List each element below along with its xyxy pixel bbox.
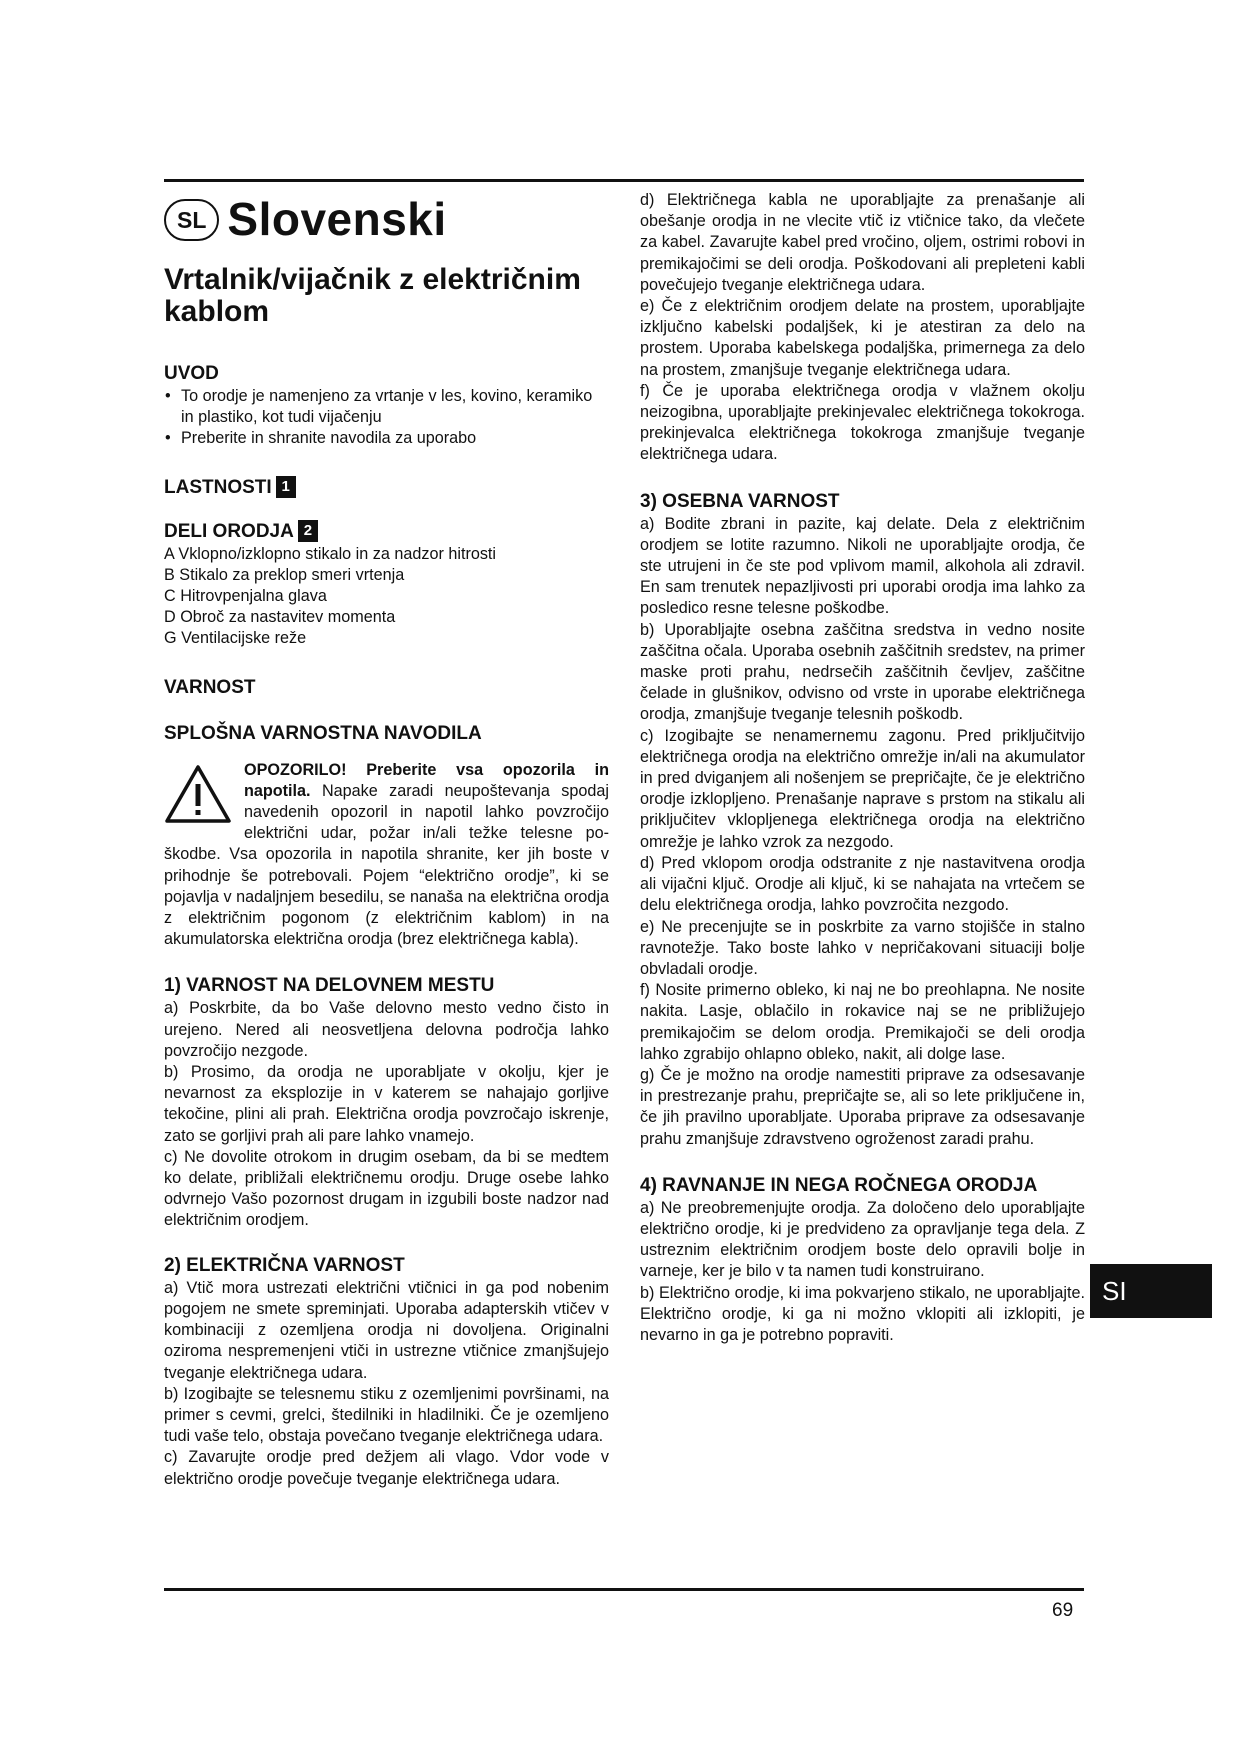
features-heading-text: LASTNOSTI xyxy=(164,476,272,498)
page-number: 69 xyxy=(1052,1600,1074,1621)
paragraph: f) Če je uporaba električnega orodja v vlažnem okolju neizogibna, uporabljajte prekinjevalec električnega tokokroga. prekinjevalca električnega tokokroga zmanjšuje tveganje električnega udara. xyxy=(640,381,1085,464)
list-item: A Vklopno/izklopno stikalo in za nadzor hitrosti xyxy=(164,544,497,563)
document-title: Vrtalnik/vijačnik z električnim kablom xyxy=(164,263,581,328)
warning-triangle-icon xyxy=(164,764,232,824)
list-item: G Ventilacijske reže xyxy=(164,629,307,648)
general-safety-heading: SPLOŠNA VARNOSTNA NAVODILA xyxy=(164,722,482,744)
paragraph: b) Izogibajte se telesnemu stiku z ozemljenimi površinami, na primer s cevmi, grelci, štedilniki in hladilniki. Če je ozemljeno tudi vaše telo, obstaja povečano tveganje električnega udara. xyxy=(164,1384,609,1446)
list-item: C Hitrovpenjalna glava xyxy=(164,587,327,606)
figure-1-badge: 1 xyxy=(276,476,296,498)
bottom-rule xyxy=(164,1588,1084,1591)
parts-list xyxy=(164,544,609,650)
warning-body: Napake zaradi neupoštevanja spodaj navedenih opozoril in napotil lahko povzročijo električni udar, požar in/ali težke telesne poškodbe. Vsa opozorila in napotila shranite, ker jih boste v prihodnje še potrebovali. Pojem “električno orodje”, ki se pojavlja v nadaljnjem besedilu, se nanaša na električna orodja z električnim pogonom (z električnim kablom) in na akumulatorska električna orodja (brez električnega kabla). xyxy=(164,781,609,949)
paragraph: f) Nosite primerno obleko, ki naj ne bo preohlapna. Ne nosite nakita. Lasje, oblačilo in rokavice naj se ne približujejo premikajočim se delom orodja. Premikajoči se deli orodja lahko zgrabijo ohlapno obleko, nakit, ali dolge lase. xyxy=(640,981,1085,1063)
language-name: Slovenski xyxy=(227,193,447,246)
paragraph: b) Električno orodje, ki ima pokvarjeno stikalo, ne uporabljajte. Električno orodje, ki ga ni možno vklopiti ali izklopiti, je nevarno in ga je potrebno popraviti. xyxy=(640,1283,1085,1344)
paragraph: e) Če z električnim orodjem delate na prostem, uporabljajte izključno kabelski podaljšek, ki je atestiran za delo na prostem. Uporaba kabelskega podaljška, primernega za delo na prostem, zmanjšuje tveganje električnega udara. xyxy=(640,297,1085,379)
parts-heading-text: DELI ORODJA xyxy=(164,520,294,542)
personal-safety-heading: 3) OSEBNA VARNOST xyxy=(640,490,840,512)
paragraph: e) Ne precenjujte se in poskrbite za varno stojišče in stalno ravnotežje. Tako boste lahko v nepričakovani situaciji bolje obvladali orodje. xyxy=(640,917,1085,978)
figure-2-badge: 2 xyxy=(298,520,318,542)
list-item: D Obroč za nastavitev momenta xyxy=(164,608,396,627)
paragraph: b) Prosimo, da orodja ne uporabljate v okolju, kjer je nevarnost za eksplozije in v katerem se nahajajo gorljive tekočine, plini ali prah. Električna orodja povzročajo iskrenje, zato se gorljivi prah ali pare lahko vnamejo. xyxy=(164,1063,609,1145)
paragraph: d) Električnega kabla ne uporabljajte za prenašanje ali obešanje orodja in ne vlecite vtič iz vtičnice tako, da vlečete za kabel. Zavarujte kabel pred vročino, oljem, ostrimi robovi in premikajočimi se deli orodja. Poškodovani ali prepleteni kabli povečujejo tveganje električnega udara. xyxy=(640,191,1085,294)
paragraph: a) Vtič mora ustrezati električni vtičnici in ga pod nobenim pogojem ne smete spreminjati. Uporaba adapterskih vtičev v kombinaciji z ozemljena orodja ni dovoljena. Originalni oziroma nespremenjeni vtiči in ustrezne vtičnice zmanjšujejo tveganje električnega udara. xyxy=(164,1278,609,1382)
top-rule xyxy=(164,179,1084,182)
list-item: • Preberite in shranite navodila za uporabo xyxy=(164,428,609,449)
personal-safety-section xyxy=(640,490,1085,1150)
language-side-tab: SI xyxy=(1090,1264,1212,1318)
features-heading xyxy=(164,476,609,500)
features-section xyxy=(164,476,609,500)
safety-heading: VARNOST xyxy=(164,676,256,698)
paragraph: a) Ne preobremenjujte orodja. Za določeno delo uporabljajte električno orodje, ki je predvideno za opravljanje tega dela. Z ustreznim električnim orodjem boste delo opravili bolje in varneje, ker je bilo v ta namen tudi konstruirano. xyxy=(640,1198,1085,1281)
list-item: • To orodje je namenjeno za vrtanje v les, kovino, keramiko in plastiko, kot tudi vijačenju xyxy=(164,386,609,428)
work-area-heading: 1) VARNOST NA DELOVNEM MESTU xyxy=(164,975,495,997)
intro-heading: UVOD xyxy=(164,363,219,384)
intro-section xyxy=(164,362,609,450)
paragraph: a) Poskrbite, da bo Vaše delovno mesto vedno čisto in urejeno. Nered ali neosvetljena delovna področja lahko povzročijo nezgode. xyxy=(164,999,609,1060)
parts-section xyxy=(164,520,609,650)
safety-section xyxy=(164,676,609,951)
warning-block xyxy=(164,760,609,951)
handling-heading: 4) RAVNANJE IN NEGA ROČNEGA ORODJA xyxy=(640,1174,1038,1196)
warning-lead: OPOZORILO! Preberite vsa opozorila in napotila. xyxy=(244,760,609,800)
intro-list xyxy=(164,386,609,450)
paragraph: d) Pred vklopom orodja odstranite z nje nastavitvena orodja ali vijačni ključ. Orodje ali ključ, ki se nahajata na vrtečem se delu električnega orodja, lahko povzročita nezgodo. xyxy=(640,853,1085,915)
parts-heading xyxy=(164,520,609,544)
list-item: B Stikalo za preklop smeri vrtenja xyxy=(164,565,405,584)
right-column xyxy=(640,190,1085,1346)
left-column xyxy=(164,190,609,1490)
electrical-section xyxy=(164,1254,609,1490)
handling-section xyxy=(640,1174,1085,1346)
paragraph: a) Bodite zbrani in pazite, kaj delate. Dela z električnim orodjem se lotite razumno. Nikoli ne uporabljajte orodja, če ste utrujeni in če ste pod vplivom mamil, alkohola ali zdravil. En sam trenutek nepazljivosti pri uporabi orodja ima lahko za posledico resne telesne poškodbe. xyxy=(640,514,1085,618)
paragraph: c) Izogibajte se nenamernemu zagonu. Pred priključitvijo električnega orodja na električno omrežje in/ali na akumulator in pred dviganjem ali nošenjem se prepričajte, če je električno orodje izklopljeno. Prenašanje naprave s prstom na stikalu ali priključitev vklopljenega električnega orodja na električno omrežje je lahko vzrok za nezgodo. xyxy=(640,726,1085,851)
language-logo xyxy=(164,190,609,250)
electrical-heading: 2) ELEKTRIČNA VARNOST xyxy=(164,1254,405,1276)
paragraph: c) Ne dovolite otrokom in drugim osebam, da bi se medtem ko delate, približali električnemu orodju. Druge osebe lahko odvrnejo Vašo pozornost drugam in izgubili boste nadzor nad električnim orodjem. xyxy=(164,1147,609,1230)
paragraph: b) Uporabljajte osebna zaščitna sredstva in vedno nosite zaščitna očala. Uporaba osebnih zaščitnih sredstev, na primer maske proti prahu, nedrsečih zaščitnih čevljev, zaščitne čelade in glušnikov, odvisno od vrste in uporabe električnega orodja, zmanjšuje tveganje telesnih poškodb. xyxy=(640,620,1085,724)
paragraph: c) Zavarujte orodje pred dežjem ali vlago. Vdor vode v električno orodje povečuje tveganje električnega udara. xyxy=(164,1448,609,1488)
work-area-section xyxy=(164,974,609,1231)
paragraph: g) Če je možno na orodje namestiti priprave za odsesavanje in prestrezanje prahu, prepričajte se, ali so lete priključene in, če jih pravilno uporabljate. Uporaba priprave za odsesavanje prahu zmanjšuje zdravstveno ogroženost zaradi prahu. xyxy=(640,1065,1085,1148)
language-code-badge: SL xyxy=(164,199,219,241)
